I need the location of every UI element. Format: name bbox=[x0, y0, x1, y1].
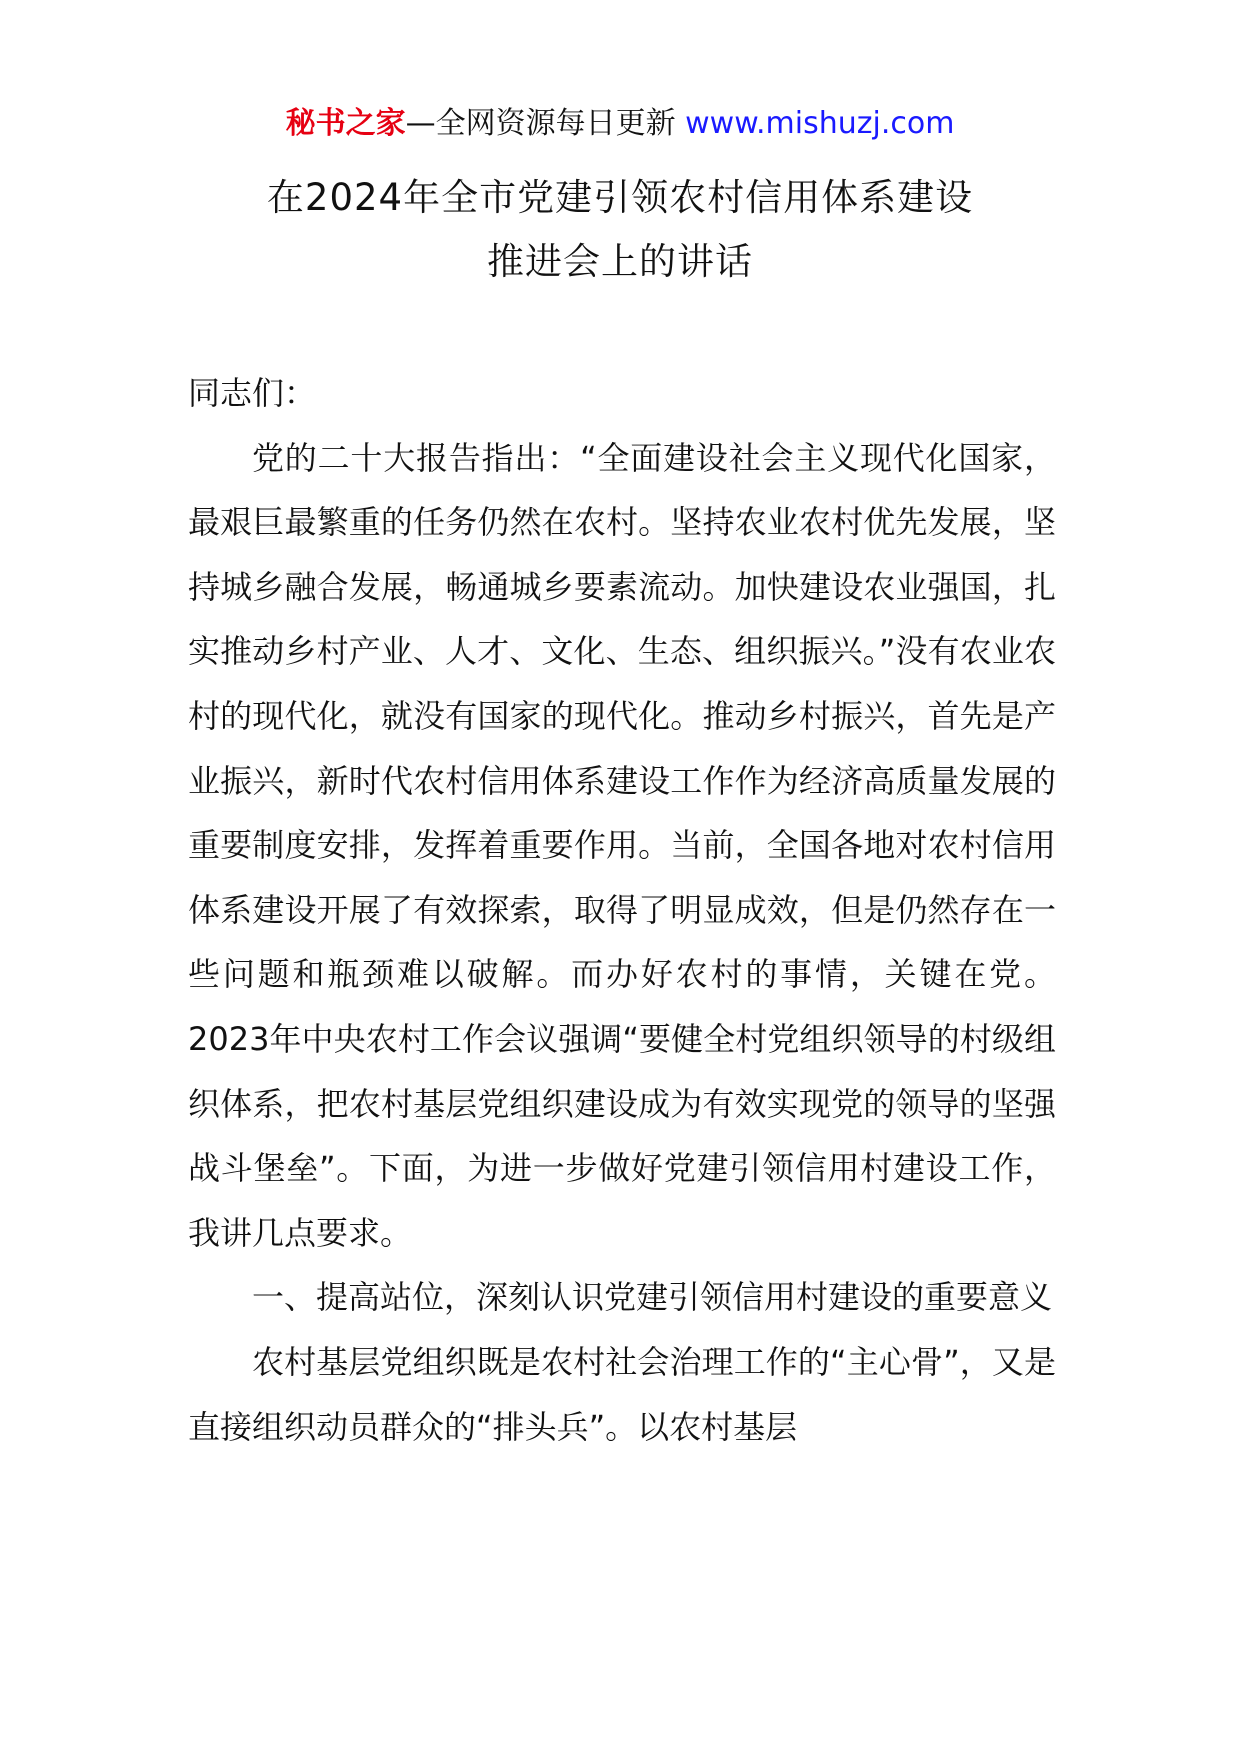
banner-slogan: —全网资源每日更新 bbox=[405, 106, 686, 141]
title-line-1: 在2024年全市党建引领农村信用体系建设 bbox=[266, 176, 974, 219]
section-heading-1: 一、提高站位，深刻认识党建引领信用村建设的重要意义 bbox=[252, 1278, 1053, 1317]
brand-name: 秘书之家 bbox=[285, 106, 406, 141]
paragraph-2: 农村基层党组织既是农村社会治理工作的“主心骨”，又是直接组织动员群众的“排头兵”。以农村基层 bbox=[188, 1342, 1056, 1446]
paragraph-1: 党的二十大报告指出：“全面建设社会主义现代化国家，最艰巨最繁重的任务仍然在农村。坚持农业农村优先发展，坚持城乡融合发展，畅通城乡要素流动。加快建设农业强国，扎实推动乡村产业、人才、文化、生态、组织振兴。”没有农业农村的现代化，就没有国家的现代化。推动乡村振兴，首先是产业振兴，新时代农村信用体系建设工作作为经济高质量发展的重要制度安排，发挥着重要作用。当前，全国各地对农村信用体系建设开展了有效探索，取得了明显成效，但是仍然存在一些问题和瓶颈难以破解。而办好农村的事情，关键在党。2023年中央农村工作会议强调“要健全村党组织领导的村级组织体系，把农村基层党组织建设成为有效实现党的领导的坚强战斗堡垒”。下面，为进一步做好党建引领信用村建设工作，我讲几点要求。 bbox=[188, 438, 1056, 1252]
document-title bbox=[0, 166, 1240, 294]
website-link[interactable]: www.mishuzj.com bbox=[685, 106, 955, 141]
title-line-2: 推进会上的讲话 bbox=[487, 240, 753, 283]
document-body bbox=[188, 361, 1056, 1459]
header-banner bbox=[0, 100, 1240, 148]
salutation: 同志们： bbox=[188, 374, 317, 412]
